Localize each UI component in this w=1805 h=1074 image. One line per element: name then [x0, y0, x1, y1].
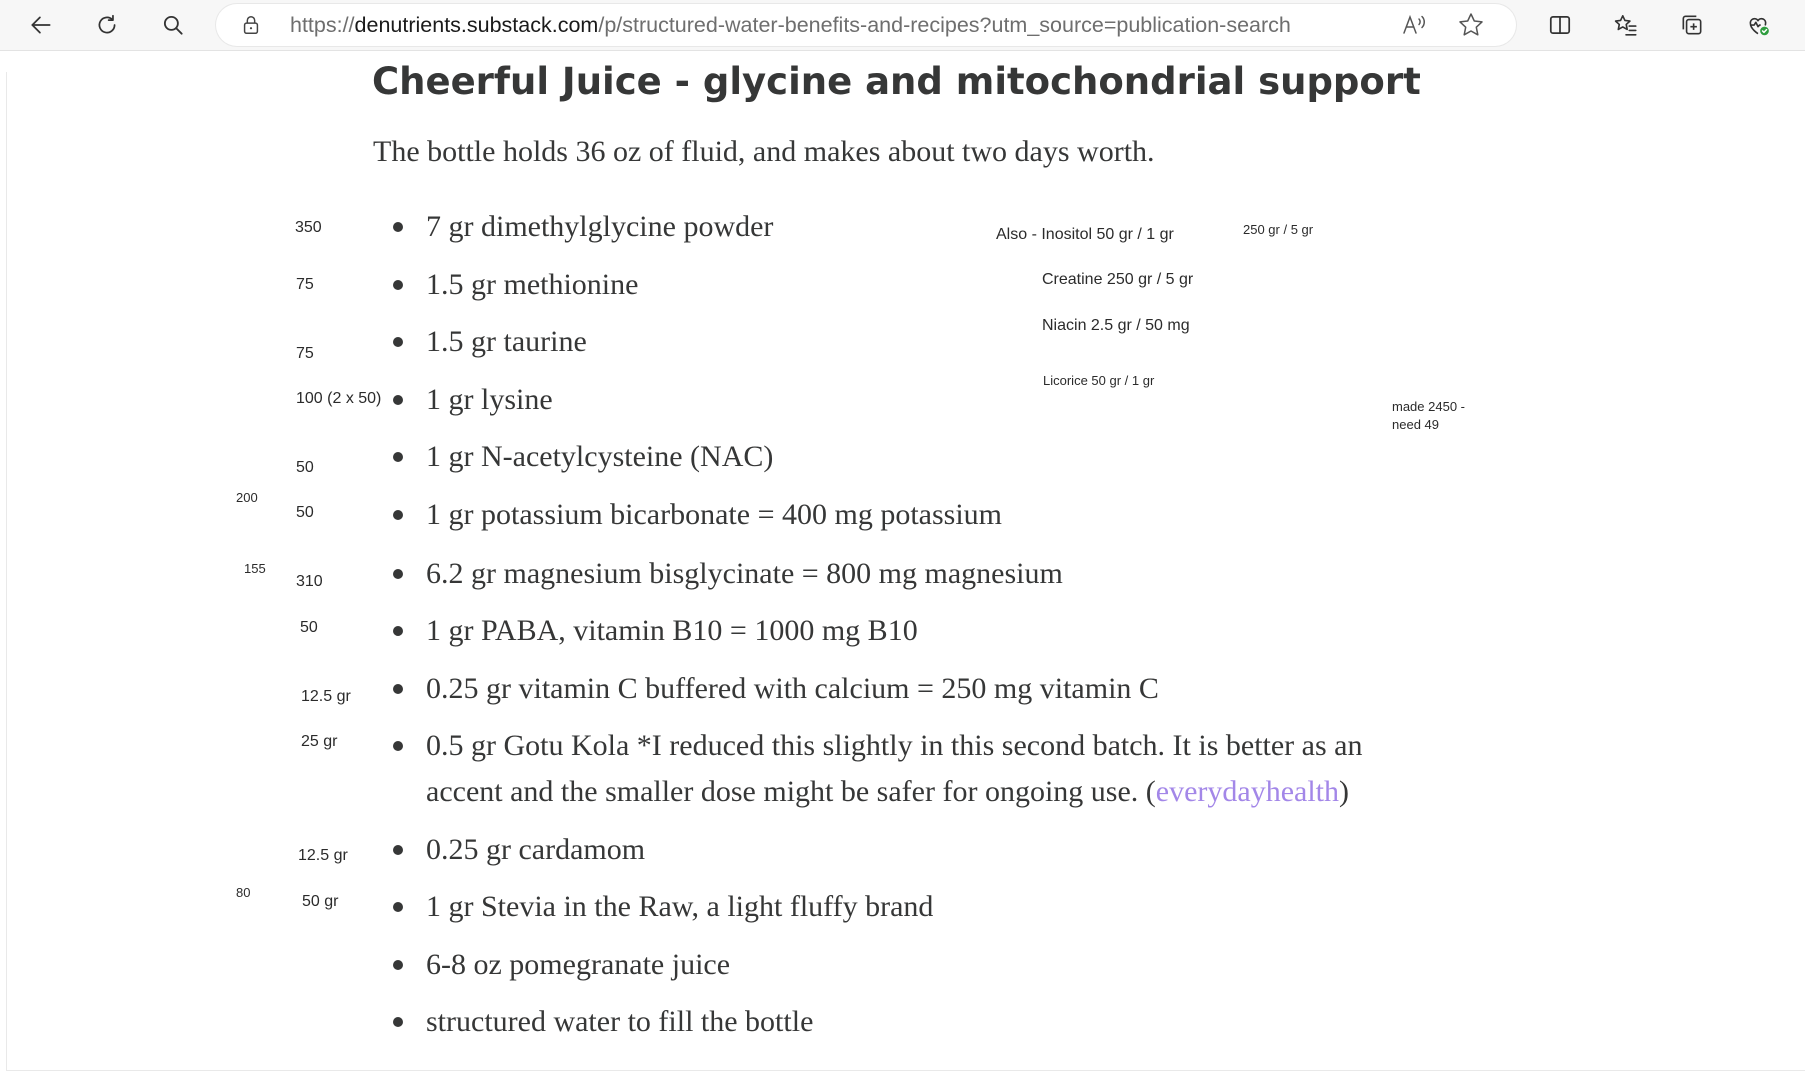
closing-paren: ) — [1339, 775, 1350, 808]
refresh-icon — [94, 12, 120, 38]
bullet-icon — [393, 452, 403, 462]
margin-note: 200 — [236, 490, 258, 505]
refresh-button[interactable] — [87, 5, 127, 45]
amount-note: 50 — [296, 459, 314, 476]
bullet-icon — [393, 684, 403, 694]
ingredient-text: 1 gr lysine — [426, 383, 553, 416]
amount-note: 50 — [300, 619, 318, 636]
licorice-note: Licorice 50 gr / 1 gr — [1043, 373, 1155, 388]
amount-note: 100 (2 x 50) — [296, 390, 382, 407]
search-icon — [160, 12, 186, 38]
back-button[interactable] — [21, 5, 61, 45]
bullet-icon — [393, 626, 403, 636]
ingredient-text-main: 0.5 gr Gotu Kola *I reduced this slightly in this second batch. It is better as an accent and the smaller dose might be safer for ongoing use. ( — [426, 729, 1363, 808]
bullet-icon — [393, 337, 403, 347]
ingredient-text — [426, 723, 1436, 815]
amount-note: 12.5 gr — [298, 847, 348, 864]
url-text[interactable] — [290, 14, 1291, 36]
amount-note: 50 gr — [302, 893, 339, 910]
amount-note: 25 gr — [301, 733, 338, 750]
ingredient-text: 6-8 oz pomegranate juice — [426, 948, 731, 981]
ingredient-text: 0.25 gr vitamin C buffered with calcium = 250 mg vitamin C — [426, 672, 1159, 705]
read-aloud-icon[interactable] — [1399, 10, 1429, 40]
creatine-note: Creatine 250 gr / 5 gr — [1042, 271, 1194, 288]
margin-note: 155 — [244, 561, 266, 576]
amount-note: 12.5 gr — [301, 688, 351, 705]
article-title: Cheerful Juice - glycine and mitochondrial support — [372, 60, 1421, 103]
bullet-icon — [393, 1017, 403, 1027]
ingredient-text: 1 gr N-acetylcysteine (NAC) — [426, 440, 774, 473]
ingredient-text: 1 gr PABA, vitamin B10 = 1000 mg B10 — [426, 614, 918, 647]
amount-note: 50 — [296, 504, 314, 521]
url-prefix: https:// — [290, 13, 355, 37]
amount-note: 310 — [296, 573, 323, 590]
ingredient-text: 7 gr dimethylglycine powder — [426, 210, 774, 243]
browser-essentials-button[interactable] — [1738, 5, 1778, 45]
bullet-icon — [393, 569, 403, 579]
ingredient-text: 1.5 gr taurine — [426, 325, 587, 358]
bullet-icon — [393, 222, 403, 232]
ingredient-text: 6.2 gr magnesium bisglycinate = 800 mg magnesium — [426, 557, 1063, 590]
bullet-icon — [393, 280, 403, 290]
article-intro: The bottle holds 36 oz of fluid, and makes about two days worth. — [373, 135, 1155, 168]
niacin-note: Niacin 2.5 gr / 50 mg — [1042, 317, 1190, 334]
ingredient-text: 1 gr potassium bicarbonate = 400 mg potassium — [426, 498, 1003, 531]
made-note: made 2450 - — [1392, 399, 1465, 414]
ingredient-text: structured water to fill the bottle — [426, 1005, 814, 1038]
bullet-icon — [393, 902, 403, 912]
inositol-note: Also - Inositol 50 gr / 1 gr — [996, 226, 1174, 243]
ingredient-text: 1 gr Stevia in the Raw, a light fluffy brand — [426, 890, 934, 923]
browser-toolbar — [0, 0, 1805, 51]
amount-note: 350 — [295, 219, 322, 236]
bullet-icon — [393, 960, 403, 970]
ingredient-text: 0.25 gr cardamom — [426, 833, 646, 866]
bullet-icon — [393, 510, 403, 520]
everydayhealth-link[interactable]: everydayhealth — [1155, 775, 1340, 808]
collections-icon — [1679, 12, 1705, 38]
bullet-icon — [393, 845, 403, 855]
search-button[interactable] — [153, 5, 193, 45]
ingredient-text: 1.5 gr methionine — [426, 268, 639, 301]
favorites-list-icon — [1613, 12, 1639, 38]
amount-note: 75 — [296, 345, 314, 362]
amount-note: 75 — [296, 276, 314, 293]
bullet-icon — [393, 741, 403, 751]
margin-note: 80 — [236, 885, 251, 900]
bullet-icon — [393, 395, 403, 405]
favorites-button[interactable] — [1606, 5, 1646, 45]
split-screen-button[interactable] — [1540, 5, 1580, 45]
address-bar[interactable] — [216, 4, 1516, 46]
url-host: denutrients.substack.com — [354, 13, 599, 37]
back-arrow-icon — [28, 12, 54, 38]
split-screen-icon — [1547, 12, 1573, 38]
inositol-alt-note: 250 gr / 5 gr — [1243, 222, 1314, 237]
need-note: need 49 — [1392, 417, 1439, 432]
browser-essentials-icon — [1745, 12, 1771, 38]
favorite-star-icon[interactable] — [1456, 10, 1486, 40]
url-path: /p/structured-water-benefits-and-recipes?utm_source=publication-search — [598, 13, 1291, 37]
collections-button[interactable] — [1672, 5, 1712, 45]
lock-icon[interactable] — [240, 14, 262, 36]
